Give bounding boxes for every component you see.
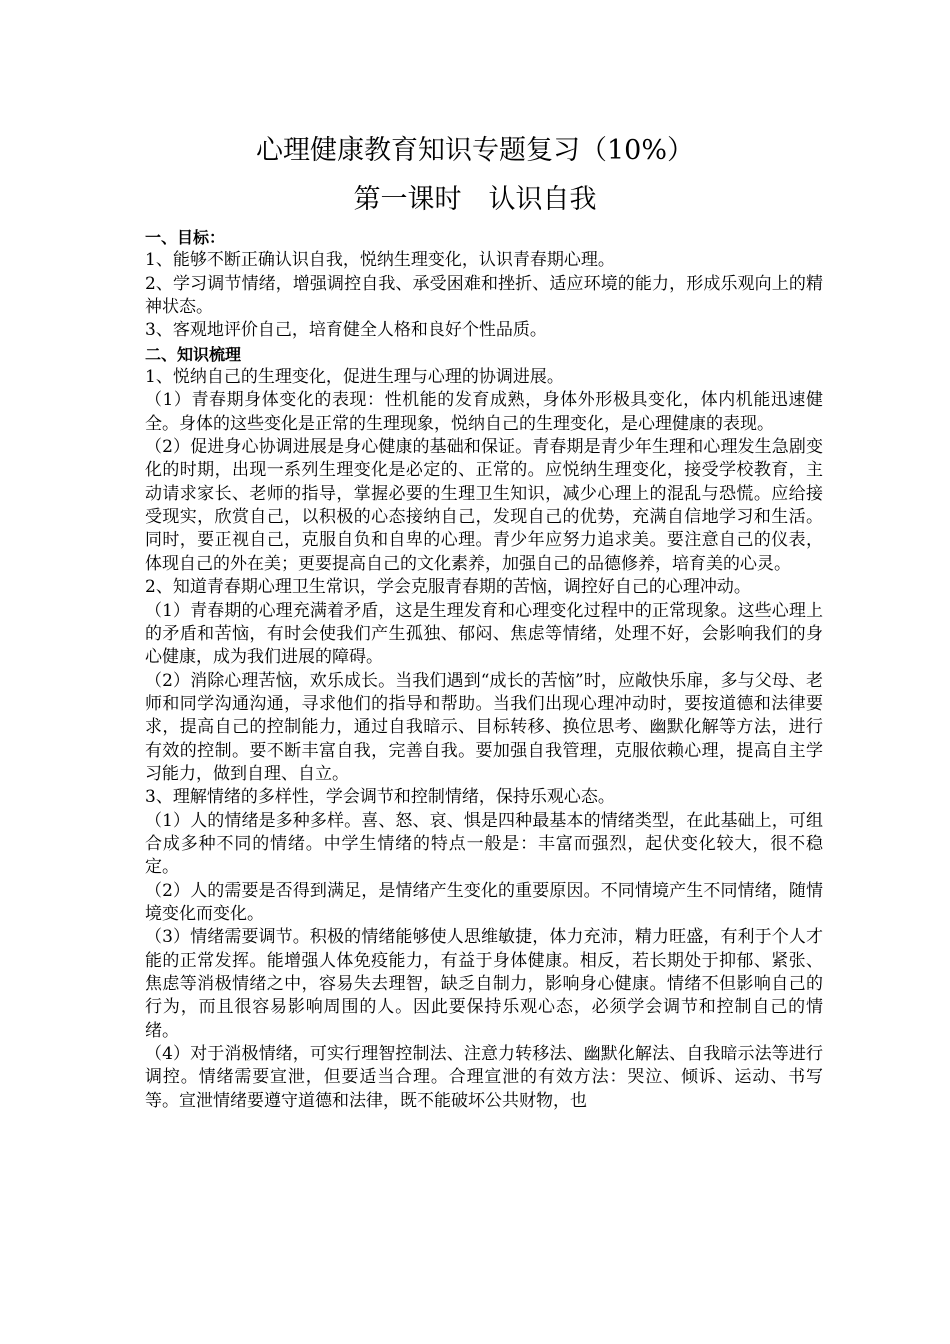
body-paragraph: 2、学习调节情绪，增强调控自我、承受困难和挫折、适应环境的能力，形成乐观向上的精神状态。 bbox=[145, 273, 823, 318]
section-heading: 二、知识梳理 bbox=[145, 344, 242, 364]
document-title: 心理健康教育知识专题复习（10%） bbox=[255, 135, 694, 166]
body-paragraph: 1、悦纳自己的生理变化，促进生理与心理的协调进展。 bbox=[145, 367, 564, 388]
body-paragraph: （4）对于消极情绪，可实行理智控制法、注意力转移法、幽默化解法、自我暗示法等进行调控。情绪需要宣泄，但要适当合理。合理宣泄的有效方法：哭泣、倾诉、运动、书写等。宣泄情绪要遵守道德和法律，既不能破坏公共财物，也 bbox=[145, 1044, 823, 1111]
body-paragraph: （3）情绪需要调节。积极的情绪能够使人思维敏捷，体力充沛，精力旺盛，有利于个人才能的正常发挥。能增强人体免疫能力，有益于身体健康。相反，若长期处于抑郁、紧张、焦虑等消极情绪之中，容易失去理智，缺乏自制力，影响身心健康。情绪不但影响自己的行为，而且很容易影响周围的人。因此要保持乐观心态，必须学会调节和控制自己的情绪。 bbox=[145, 927, 823, 1041]
section-heading: 一、目标： bbox=[145, 228, 226, 247]
body-paragraph: （1）青春期身体变化的表现：性机能的发育成熟，身体外形极具变化，体内机能迅速健全。身体的这些变化是正常的生理现象，悦纳自己的生理变化，是心理健康的表现。 bbox=[145, 390, 823, 434]
body-paragraph: 2、知道青春期心理卫生常识，学会克服青春期的苦恼，调控好自己的心理冲动。 bbox=[145, 577, 751, 598]
body-paragraph: （2）消除心理苦恼，欢乐成长。当我们遇到“成长的苦恼”时，应敞快乐扉，多与父母、老师和同学沟通沟通，寻求他们的指导和帮助。当我们出现心理冲动时，要按道德和法律要求，提高自己的控制能力，通过自我暗示、目标转移、换位思考、幽默化解等方法，进行有效的控制。要不断丰富自我，完善自我。要加强自我管理，克服依赖心理，提高自主学习能力，做到自理、自立。 bbox=[145, 670, 823, 784]
body-paragraph: （1）青春期的心理充满着矛盾，这是生理发育和心理变化过程中的正常现象。这些心理上的矛盾和苦恼，有时会使我们产生孤独、郁闷、焦虑等情绪，处理不好，会影响我们的身心健康，成为我们进展的障碍。 bbox=[145, 600, 823, 668]
document-body bbox=[145, 226, 823, 1113]
body-paragraph: （1）人的情绪是多种多样。喜、怒、哀、惧是四种最基本的情绪类型，在此基础上，可组合成多种不同的情绪。中学生情绪的特点一般是：丰富而强烈，起伏变化较大，很不稳定。 bbox=[145, 810, 823, 878]
body-paragraph: 1、能够不断正确认识自我，悦纳生理变化，认识青春期心理。 bbox=[145, 250, 615, 271]
lesson-subtitle: 第一课时 认识自我 bbox=[353, 184, 597, 215]
body-paragraph: 3、理解情绪的多样性，学会调节和控制情绪，保持乐观心态。 bbox=[145, 787, 615, 808]
body-paragraph: （2）人的需要是否得到满足，是情绪产生变化的重要原因。不同情境产生不同情绪，随情境变化而变化。 bbox=[145, 880, 823, 924]
body-paragraph: 3、客观地评价自己，培育健全人格和良好个性品质。 bbox=[145, 320, 547, 341]
body-paragraph: （2）促进身心协调进展是身心健康的基础和保证。青春期是青少年生理和心理发生急剧变化的时期，出现一系列生理变化是必定的、正常的。应悦纳生理变化，接受学校教育，主动请求家长、老师的指导，掌握必要的生理卫生知识，减少心理上的混乱与恐慌。应给接受现实，欣赏自己，以积极的心态接纳自己，发现自己的优势，充满自信地学习和生活。同时，要正视自己，克服自负和自卑的心理。青少年应努力追求美。要注意自己的仪表，体现自己的外在美；更要提高自己的文化素养，加强自己的品德修养，培育美的心灵。 bbox=[145, 437, 823, 574]
